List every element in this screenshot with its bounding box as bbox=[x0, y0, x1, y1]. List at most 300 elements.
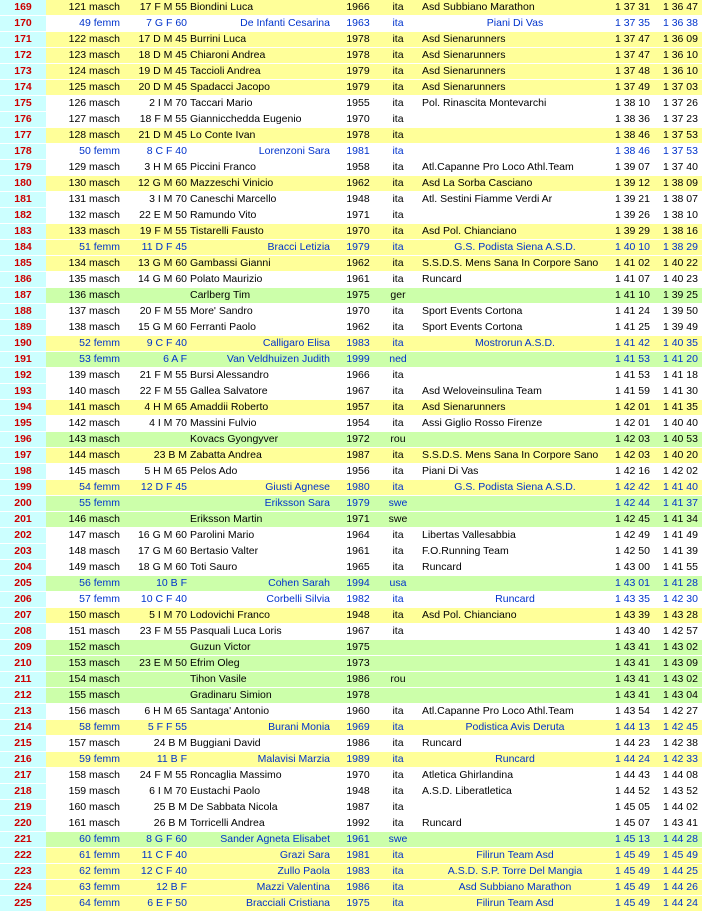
gun-time-cell: 1 41 53 bbox=[614, 369, 650, 381]
bib-category-cell: 63 femm bbox=[79, 881, 120, 893]
gun-time-cell: 1 43 41 bbox=[614, 641, 650, 653]
age-category-cell: 11 C F 40 bbox=[141, 849, 187, 861]
gun-time-cell: 1 43 40 bbox=[614, 625, 650, 637]
athlete-name-cell: Lorenzoni Sara bbox=[258, 145, 330, 157]
birth-year-cell: 1961 bbox=[346, 545, 370, 557]
athlete-name-cell: Piccini Franco bbox=[190, 161, 256, 173]
nationality-cell: ita bbox=[392, 321, 404, 333]
team-cell: Filirun Team Asd bbox=[476, 849, 554, 861]
athlete-name-cell: Tihon Vasile bbox=[190, 673, 247, 685]
team-cell: Runcard bbox=[422, 737, 462, 749]
birth-year-cell: 1975 bbox=[346, 289, 370, 301]
position-cell: 199 bbox=[0, 480, 46, 495]
birth-year-cell: 1964 bbox=[346, 529, 370, 541]
bib-category-cell: 147 masch bbox=[68, 529, 120, 541]
team-cell: S.S.D.S. Mens Sana In Corpore Sano bbox=[422, 449, 599, 461]
athlete-name-cell: Bracci Letizia bbox=[267, 241, 330, 253]
table-row bbox=[0, 704, 702, 720]
gun-time-cell: 1 42 03 bbox=[614, 433, 650, 445]
table-row bbox=[0, 560, 702, 576]
chip-time-cell: 1 38 29 bbox=[662, 241, 698, 253]
nationality-cell: ita bbox=[392, 273, 404, 285]
birth-year-cell: 1967 bbox=[346, 625, 370, 637]
nationality-cell: ita bbox=[392, 337, 404, 349]
nationality-cell: ita bbox=[392, 257, 404, 269]
nationality-cell: ita bbox=[392, 193, 404, 205]
bib-category-cell: 146 masch bbox=[68, 513, 120, 525]
birth-year-cell: 1948 bbox=[346, 785, 370, 797]
athlete-name-cell: Chiaroni Andrea bbox=[190, 49, 266, 61]
chip-time-cell: 1 37 23 bbox=[662, 113, 698, 125]
nationality-cell: ned bbox=[389, 353, 407, 365]
bib-category-cell: 148 masch bbox=[68, 545, 120, 557]
bib-category-cell: 124 masch bbox=[68, 65, 120, 77]
bib-category-cell: 157 masch bbox=[68, 737, 120, 749]
age-category-cell: 20 F M 55 bbox=[139, 305, 187, 317]
athlete-name-cell: Taccioli Andrea bbox=[190, 65, 261, 77]
position-cell: 191 bbox=[0, 352, 46, 367]
gun-time-cell: 1 39 21 bbox=[614, 193, 650, 205]
athlete-name-cell: Giusti Agnese bbox=[265, 481, 330, 493]
nationality-cell: ita bbox=[392, 753, 404, 765]
table-row bbox=[0, 624, 702, 640]
athlete-name-cell: Caneschi Marcello bbox=[190, 193, 277, 205]
nationality-cell: swe bbox=[388, 497, 408, 509]
age-category-cell: 21 D M 45 bbox=[138, 129, 187, 141]
table-row bbox=[0, 32, 702, 48]
gun-time-cell: 1 41 24 bbox=[614, 305, 650, 317]
chip-time-cell: 1 38 16 bbox=[662, 225, 698, 237]
gun-time-cell: 1 45 05 bbox=[614, 801, 650, 813]
position-cell: 174 bbox=[0, 80, 46, 95]
bib-category-cell: 144 masch bbox=[68, 449, 120, 461]
position-cell: 170 bbox=[0, 16, 46, 31]
table-row bbox=[0, 720, 702, 736]
gun-time-cell: 1 45 49 bbox=[614, 881, 650, 893]
nationality-cell: ita bbox=[392, 593, 404, 605]
bib-category-cell: 136 masch bbox=[68, 289, 120, 301]
athlete-name-cell: Carlberg Tim bbox=[190, 289, 251, 301]
nationality-cell: ita bbox=[392, 417, 404, 429]
athlete-name-cell: Taccari Mario bbox=[190, 97, 253, 109]
table-row bbox=[0, 656, 702, 672]
table-row bbox=[0, 464, 702, 480]
birth-year-cell: 1957 bbox=[346, 401, 370, 413]
chip-time-cell: 1 41 35 bbox=[662, 401, 698, 413]
team-cell: Asd Pol. Chianciano bbox=[422, 225, 517, 237]
position-cell: 214 bbox=[0, 720, 46, 735]
athlete-name-cell: Torricelli Andrea bbox=[190, 817, 265, 829]
table-row bbox=[0, 96, 702, 112]
birth-year-cell: 1966 bbox=[346, 369, 370, 381]
athlete-name-cell: Mazzeschi Vinicio bbox=[190, 177, 274, 189]
gun-time-cell: 1 37 48 bbox=[614, 65, 650, 77]
nationality-cell: ita bbox=[392, 81, 404, 93]
position-cell: 220 bbox=[0, 816, 46, 831]
chip-time-cell: 1 43 09 bbox=[662, 657, 698, 669]
position-cell: 208 bbox=[0, 624, 46, 639]
position-cell: 207 bbox=[0, 608, 46, 623]
gun-time-cell: 1 41 53 bbox=[614, 353, 650, 365]
birth-year-cell: 1979 bbox=[346, 81, 370, 93]
nationality-cell: ita bbox=[392, 705, 404, 717]
athlete-name-cell: Burrini Luca bbox=[190, 33, 247, 45]
chip-time-cell: 1 39 25 bbox=[662, 289, 698, 301]
age-category-cell: 3 H M 65 bbox=[144, 161, 187, 173]
athlete-name-cell: Zabatta Andrea bbox=[190, 449, 262, 461]
bib-category-cell: 56 femm bbox=[79, 577, 120, 589]
gun-time-cell: 1 44 23 bbox=[614, 737, 650, 749]
table-row bbox=[0, 496, 702, 512]
team-cell: Libertas Vallesabbia bbox=[422, 529, 516, 541]
birth-year-cell: 1960 bbox=[346, 705, 370, 717]
gun-time-cell: 1 41 42 bbox=[614, 337, 650, 349]
table-row bbox=[0, 672, 702, 688]
chip-time-cell: 1 37 53 bbox=[662, 129, 698, 141]
nationality-cell: ita bbox=[392, 17, 404, 29]
nationality-cell: ita bbox=[392, 145, 404, 157]
bib-category-cell: 54 femm bbox=[79, 481, 120, 493]
position-cell: 190 bbox=[0, 336, 46, 351]
table-row bbox=[0, 832, 702, 848]
table-row bbox=[0, 528, 702, 544]
table-row bbox=[0, 256, 702, 272]
age-category-cell: 23 B M bbox=[153, 449, 187, 461]
nationality-cell: swe bbox=[388, 833, 408, 845]
chip-time-cell: 1 41 20 bbox=[662, 353, 698, 365]
age-category-cell: 22 F M 55 bbox=[139, 385, 187, 397]
athlete-name-cell: Eustachi Paolo bbox=[190, 785, 261, 797]
birth-year-cell: 1956 bbox=[346, 465, 370, 477]
birth-year-cell: 1962 bbox=[346, 321, 370, 333]
bib-category-cell: 59 femm bbox=[79, 753, 120, 765]
gun-time-cell: 1 41 02 bbox=[614, 257, 650, 269]
age-category-cell: 14 G M 60 bbox=[137, 273, 187, 285]
nationality-cell: ita bbox=[392, 465, 404, 477]
bib-category-cell: 139 masch bbox=[68, 369, 120, 381]
chip-time-cell: 1 42 45 bbox=[662, 721, 698, 733]
team-cell: Asd Sienarunners bbox=[422, 49, 506, 61]
athlete-name-cell: Cohen Sarah bbox=[268, 577, 330, 589]
team-cell: Runcard bbox=[495, 753, 535, 765]
birth-year-cell: 1983 bbox=[346, 337, 370, 349]
gun-time-cell: 1 38 36 bbox=[614, 113, 650, 125]
table-row bbox=[0, 112, 702, 128]
athlete-name-cell: Malavisi Marzia bbox=[257, 753, 330, 765]
team-cell: Asd Sienarunners bbox=[422, 81, 506, 93]
athlete-name-cell: Buggiani David bbox=[190, 737, 261, 749]
chip-time-cell: 1 43 02 bbox=[662, 673, 698, 685]
athlete-name-cell: De Infanti Cesarina bbox=[240, 17, 330, 29]
position-cell: 186 bbox=[0, 272, 46, 287]
position-cell: 180 bbox=[0, 176, 46, 191]
gun-time-cell: 1 37 47 bbox=[614, 49, 650, 61]
team-cell: Runcard bbox=[422, 817, 462, 829]
bib-category-cell: 131 masch bbox=[68, 193, 120, 205]
team-cell: G.S. Podista Siena A.S.D. bbox=[454, 241, 576, 253]
chip-time-cell: 1 45 49 bbox=[662, 849, 698, 861]
table-row bbox=[0, 400, 702, 416]
gun-time-cell: 1 42 01 bbox=[614, 401, 650, 413]
chip-time-cell: 1 38 07 bbox=[662, 193, 698, 205]
chip-time-cell: 1 36 38 bbox=[662, 17, 698, 29]
table-row bbox=[0, 480, 702, 496]
position-cell: 184 bbox=[0, 240, 46, 255]
position-cell: 197 bbox=[0, 448, 46, 463]
gun-time-cell: 1 42 16 bbox=[614, 465, 650, 477]
chip-time-cell: 1 44 24 bbox=[662, 897, 698, 909]
athlete-name-cell: Mazzi Valentina bbox=[256, 881, 330, 893]
position-cell: 185 bbox=[0, 256, 46, 271]
athlete-name-cell: Roncaglia Massimo bbox=[190, 769, 282, 781]
athlete-name-cell: Gradinaru Simion bbox=[190, 689, 272, 701]
position-cell: 183 bbox=[0, 224, 46, 239]
team-cell: Asd Subbiano Marathon bbox=[458, 881, 572, 893]
team-cell: A.S.D. S.P. Torre Del Mangia bbox=[447, 865, 583, 877]
position-cell: 171 bbox=[0, 32, 46, 47]
athlete-name-cell: Gambassi Gianni bbox=[190, 257, 271, 269]
athlete-name-cell: Gallea Salvatore bbox=[190, 385, 268, 397]
gun-time-cell: 1 43 39 bbox=[614, 609, 650, 621]
athlete-name-cell: Santaga' Antonio bbox=[190, 705, 270, 717]
team-cell: S.S.D.S. Mens Sana In Corpore Sano bbox=[422, 257, 599, 269]
birth-year-cell: 1966 bbox=[346, 1, 370, 13]
athlete-name-cell: Corbelli Silvia bbox=[266, 593, 330, 605]
table-row bbox=[0, 0, 702, 16]
age-category-cell: 6 E F 50 bbox=[147, 897, 187, 909]
bib-category-cell: 141 masch bbox=[68, 401, 120, 413]
age-category-cell: 26 B M bbox=[153, 817, 187, 829]
athlete-name-cell: Amaddii Roberto bbox=[190, 401, 269, 413]
position-cell: 209 bbox=[0, 640, 46, 655]
team-cell: Podistica Avis Deruta bbox=[465, 721, 565, 733]
gun-time-cell: 1 43 41 bbox=[614, 689, 650, 701]
nationality-cell: ita bbox=[392, 369, 404, 381]
gun-time-cell: 1 37 35 bbox=[614, 17, 650, 29]
birth-year-cell: 1978 bbox=[346, 689, 370, 701]
chip-time-cell: 1 42 38 bbox=[662, 737, 698, 749]
team-cell: Asd Subbiano Marathon bbox=[422, 1, 535, 13]
gun-time-cell: 1 42 03 bbox=[614, 449, 650, 461]
team-cell: Runcard bbox=[422, 561, 462, 573]
age-category-cell: 16 G M 60 bbox=[137, 529, 187, 541]
bib-category-cell: 123 masch bbox=[68, 49, 120, 61]
position-cell: 195 bbox=[0, 416, 46, 431]
table-row bbox=[0, 224, 702, 240]
gun-time-cell: 1 39 07 bbox=[614, 161, 650, 173]
age-category-cell: 5 I M 70 bbox=[149, 609, 187, 621]
athlete-name-cell: Calligaro Elisa bbox=[262, 337, 330, 349]
age-category-cell: 18 F M 55 bbox=[139, 113, 187, 125]
bib-category-cell: 154 masch bbox=[68, 673, 120, 685]
position-cell: 182 bbox=[0, 208, 46, 223]
chip-time-cell: 1 43 04 bbox=[662, 689, 698, 701]
age-category-cell: 3 I M 70 bbox=[149, 193, 187, 205]
birth-year-cell: 1970 bbox=[346, 305, 370, 317]
bib-category-cell: 161 masch bbox=[68, 817, 120, 829]
gun-time-cell: 1 45 13 bbox=[614, 833, 650, 845]
birth-year-cell: 1948 bbox=[346, 609, 370, 621]
birth-year-cell: 1979 bbox=[346, 497, 370, 509]
bib-category-cell: 140 masch bbox=[68, 385, 120, 397]
age-category-cell: 11 D F 45 bbox=[141, 241, 187, 253]
athlete-name-cell: Pasquali Luca Loris bbox=[190, 625, 282, 637]
athlete-name-cell: Lo Conte Ivan bbox=[190, 129, 256, 141]
birth-year-cell: 1975 bbox=[346, 897, 370, 909]
age-category-cell: 6 A F bbox=[163, 353, 187, 365]
athlete-name-cell: Bracciali Cristiana bbox=[245, 897, 330, 909]
age-category-cell: 8 C F 40 bbox=[146, 145, 187, 157]
gun-time-cell: 1 45 49 bbox=[614, 849, 650, 861]
athlete-name-cell: Bursi Alessandro bbox=[190, 369, 269, 381]
chip-time-cell: 1 42 27 bbox=[662, 705, 698, 717]
chip-time-cell: 1 36 10 bbox=[662, 65, 698, 77]
gun-time-cell: 1 42 44 bbox=[614, 497, 650, 509]
position-cell: 202 bbox=[0, 528, 46, 543]
birth-year-cell: 1970 bbox=[346, 769, 370, 781]
athlete-name-cell: Toti Sauro bbox=[190, 561, 238, 573]
table-row bbox=[0, 864, 702, 880]
position-cell: 194 bbox=[0, 400, 46, 415]
team-cell: Atl. Sestini Fiamme Verdi Ar bbox=[422, 193, 553, 205]
bib-category-cell: 126 masch bbox=[68, 97, 120, 109]
gun-time-cell: 1 44 24 bbox=[614, 753, 650, 765]
table-row bbox=[0, 384, 702, 400]
gun-time-cell: 1 37 31 bbox=[614, 1, 650, 13]
gun-time-cell: 1 44 52 bbox=[614, 785, 650, 797]
birth-year-cell: 1970 bbox=[346, 113, 370, 125]
team-cell: Sport Events Cortona bbox=[422, 305, 523, 317]
nationality-cell: ita bbox=[392, 177, 404, 189]
gun-time-cell: 1 45 49 bbox=[614, 897, 650, 909]
position-cell: 181 bbox=[0, 192, 46, 207]
table-row bbox=[0, 880, 702, 896]
position-cell: 173 bbox=[0, 64, 46, 79]
chip-time-cell: 1 42 33 bbox=[662, 753, 698, 765]
chip-time-cell: 1 42 57 bbox=[662, 625, 698, 637]
position-cell: 210 bbox=[0, 656, 46, 671]
chip-time-cell: 1 37 53 bbox=[662, 145, 698, 157]
age-category-cell: 25 B M bbox=[153, 801, 187, 813]
bib-category-cell: 145 masch bbox=[68, 465, 120, 477]
athlete-name-cell: Burani Monia bbox=[268, 721, 330, 733]
chip-time-cell: 1 44 02 bbox=[662, 801, 698, 813]
nationality-cell: usa bbox=[389, 577, 407, 589]
table-row bbox=[0, 768, 702, 784]
birth-year-cell: 1955 bbox=[346, 97, 370, 109]
athlete-name-cell: Ramundo Vito bbox=[190, 209, 257, 221]
table-row bbox=[0, 176, 702, 192]
nationality-cell: ita bbox=[392, 849, 404, 861]
birth-year-cell: 1979 bbox=[346, 241, 370, 253]
gun-time-cell: 1 43 35 bbox=[614, 593, 650, 605]
birth-year-cell: 1979 bbox=[346, 65, 370, 77]
gun-time-cell: 1 42 49 bbox=[614, 529, 650, 541]
nationality-cell: ita bbox=[392, 401, 404, 413]
table-row bbox=[0, 784, 702, 800]
athlete-name-cell: Sander Agneta Elisabet bbox=[220, 833, 330, 845]
position-cell: 212 bbox=[0, 688, 46, 703]
athlete-name-cell: Zullo Paola bbox=[277, 865, 330, 877]
nationality-cell: ita bbox=[392, 449, 404, 461]
age-category-cell: 4 I M 70 bbox=[149, 417, 187, 429]
bib-category-cell: 62 femm bbox=[79, 865, 120, 877]
position-cell: 178 bbox=[0, 144, 46, 159]
bib-category-cell: 125 masch bbox=[68, 81, 120, 93]
nationality-cell: ita bbox=[392, 545, 404, 557]
position-cell: 211 bbox=[0, 672, 46, 687]
age-category-cell: 15 G M 60 bbox=[137, 321, 187, 333]
chip-time-cell: 1 40 40 bbox=[662, 417, 698, 429]
table-row bbox=[0, 848, 702, 864]
nationality-cell: ita bbox=[392, 241, 404, 253]
table-row bbox=[0, 512, 702, 528]
bib-category-cell: 142 masch bbox=[68, 417, 120, 429]
table-row bbox=[0, 896, 702, 912]
athlete-name-cell: Spadacci Jacopo bbox=[190, 81, 270, 93]
gun-time-cell: 1 37 47 bbox=[614, 33, 650, 45]
birth-year-cell: 1961 bbox=[346, 833, 370, 845]
age-category-cell: 21 F M 55 bbox=[139, 369, 187, 381]
nationality-cell: ita bbox=[392, 529, 404, 541]
bib-category-cell: 135 masch bbox=[68, 273, 120, 285]
position-cell: 192 bbox=[0, 368, 46, 383]
birth-year-cell: 1983 bbox=[346, 865, 370, 877]
position-cell: 204 bbox=[0, 560, 46, 575]
gun-time-cell: 1 45 07 bbox=[614, 817, 650, 829]
chip-time-cell: 1 44 28 bbox=[662, 833, 698, 845]
chip-time-cell: 1 41 49 bbox=[662, 529, 698, 541]
bib-category-cell: 50 femm bbox=[79, 145, 120, 157]
gun-time-cell: 1 43 54 bbox=[614, 705, 650, 717]
gun-time-cell: 1 37 49 bbox=[614, 81, 650, 93]
table-row bbox=[0, 352, 702, 368]
chip-time-cell: 1 44 08 bbox=[662, 769, 698, 781]
age-category-cell: 10 C F 40 bbox=[140, 593, 187, 605]
gun-time-cell: 1 43 01 bbox=[614, 577, 650, 589]
chip-time-cell: 1 40 22 bbox=[662, 257, 698, 269]
chip-time-cell: 1 42 30 bbox=[662, 593, 698, 605]
athlete-name-cell: Giannicchedda Eugenio bbox=[190, 113, 302, 125]
nationality-cell: ita bbox=[392, 209, 404, 221]
athlete-name-cell: De Sabbata Nicola bbox=[190, 801, 278, 813]
table-row bbox=[0, 432, 702, 448]
bib-category-cell: 121 masch bbox=[68, 1, 120, 13]
age-category-cell: 23 E M 50 bbox=[139, 657, 187, 669]
bib-category-cell: 155 masch bbox=[68, 689, 120, 701]
table-row bbox=[0, 544, 702, 560]
chip-time-cell: 1 36 10 bbox=[662, 49, 698, 61]
gun-time-cell: 1 40 10 bbox=[614, 241, 650, 253]
athlete-name-cell: Lodovichi Franco bbox=[190, 609, 270, 621]
age-category-cell: 17 G M 60 bbox=[137, 545, 187, 557]
birth-year-cell: 1986 bbox=[346, 673, 370, 685]
gun-time-cell: 1 42 01 bbox=[614, 417, 650, 429]
age-category-cell: 8 G F 60 bbox=[146, 833, 187, 845]
position-cell: 216 bbox=[0, 752, 46, 767]
age-category-cell: 19 F M 55 bbox=[139, 225, 187, 237]
birth-year-cell: 1954 bbox=[346, 417, 370, 429]
bib-category-cell: 127 masch bbox=[68, 113, 120, 125]
bib-category-cell: 159 masch bbox=[68, 785, 120, 797]
birth-year-cell: 1994 bbox=[346, 577, 370, 589]
chip-time-cell: 1 44 26 bbox=[662, 881, 698, 893]
birth-year-cell: 1948 bbox=[346, 193, 370, 205]
birth-year-cell: 1971 bbox=[346, 209, 370, 221]
birth-year-cell: 1987 bbox=[346, 801, 370, 813]
age-category-cell: 9 C F 40 bbox=[146, 337, 187, 349]
table-row bbox=[0, 128, 702, 144]
